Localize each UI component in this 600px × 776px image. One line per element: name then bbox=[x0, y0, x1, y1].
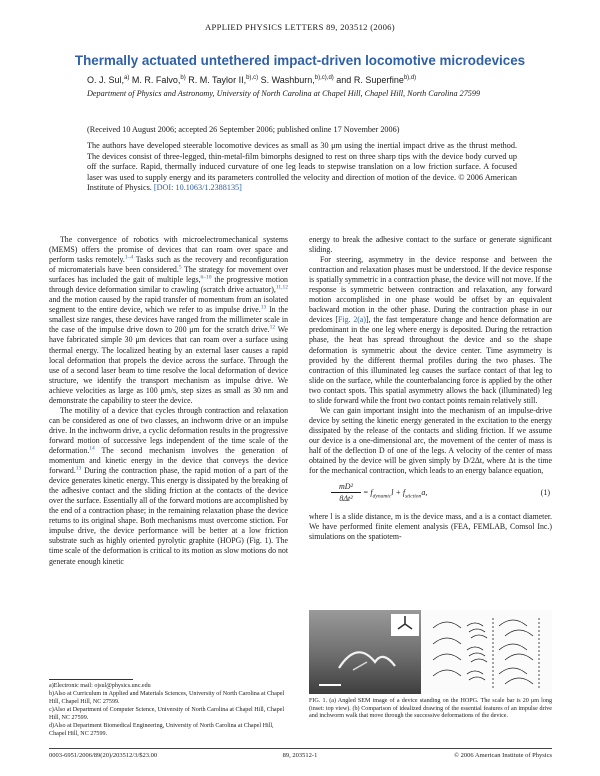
figure-reference[interactable]: Fig. 2(a) bbox=[338, 315, 367, 325]
text-run: the progressive motion through device deformation similar to crawling (scratch drive actuator), bbox=[49, 275, 288, 295]
inset-top-view bbox=[391, 614, 419, 636]
author-washburn: S. Washburn, bbox=[258, 75, 315, 85]
body-right-column bbox=[309, 235, 552, 542]
author-list bbox=[87, 75, 416, 85]
footnote-b: b)Also at Curriculum in Applied and Materials Sciences, University of North Carolina at Chapel Hill, Chapel Hill, NC 27599. bbox=[49, 691, 285, 705]
figure-1-graphic bbox=[309, 610, 552, 694]
footer-copyright: © 2006 American Institute of Physics bbox=[454, 752, 552, 759]
text-run: In the smallest size ranges, these devices have ranged from the millimeter scale in the case of the impulse drive down to 200 μm for the scratch drive. bbox=[49, 305, 288, 335]
footer-issn: 0003-6951/2006/89(20)/203512/3/$23.00 bbox=[49, 752, 158, 759]
text-run: We have fabricated simple 30 μm devices that can roam over a surface using thermal energy. The localized heating by an external laser causes a rapid local deformation that propels the device across the surface. Through the use of a second laser beam to time resolve the local deformation of device structure, we identify the transport mechanism as impulse drive. We achieve velocities as large as 100 μm/s, step sizes as small as 30 nm and demonstrate the capability to steer the device. bbox=[49, 325, 288, 405]
body-paragraph-1 bbox=[49, 235, 288, 406]
body-paragraph-3 bbox=[309, 255, 552, 406]
author-sul-note: a) bbox=[124, 75, 130, 81]
footnotes bbox=[49, 683, 288, 739]
eq-part: = f bbox=[363, 488, 373, 498]
footnote-c: c)Also at Department of Computer Science, University of North Carolina at Chapel Hill, Chapel Hill, NC 27599. bbox=[49, 707, 285, 721]
affiliation: Department of Physics and Astronomy, University of North Carolina at Chapel Hill, Chapel Hill, North Carolina 27599 bbox=[87, 89, 481, 98]
reference-citation[interactable]: 14 bbox=[89, 445, 95, 452]
journal-header: APPLIED PHYSICS LETTERS 89, 203512 (2006) bbox=[205, 22, 395, 32]
reference-citation[interactable]: 11,12 bbox=[275, 284, 288, 291]
reference-citation[interactable]: 6–10 bbox=[200, 274, 212, 281]
equation-number: (1) bbox=[540, 488, 550, 498]
body-paragraph-5: where l is a slide distance, m is the device mass, and a is a contact diameter. We have performed finite element analysis (FEA, FEMLAB, Comsol Inc.) simulations on the spatiotem- bbox=[309, 512, 552, 542]
equation-denominator: 8Δt² bbox=[339, 494, 353, 504]
scale-bar bbox=[319, 684, 341, 686]
text-run: and the motion caused by the rapid transfer of momentum from an isolated segment to the entire device, which we refer to as impulse drive. bbox=[49, 295, 288, 315]
energy-balance-equation bbox=[309, 482, 552, 506]
reference-citation[interactable]: 5 bbox=[178, 264, 182, 271]
text-run: The convergence of robotics with microelectromechanical systems (MEMS) offers the promise of devices that can roam over space and perform tasks remotely. bbox=[49, 235, 288, 265]
author-washburn-note: b),c),d) bbox=[314, 75, 334, 81]
eq-subscript: dynamic bbox=[372, 493, 392, 500]
figure-1-caption: FIG. 1. (a) Angled SEM image of a device standing on the HOPG. The scale bar is 20 μm long (inset: top view). (b) Comparison of idealized drawing of the essential features of an impulse drive and inchworm walk that move through the successive deformations of the device. bbox=[309, 698, 552, 720]
author-falvo: M. R. Falvo, bbox=[129, 75, 181, 85]
author-taylor: R. M. Taylor II, bbox=[185, 75, 247, 85]
eq-part: a, bbox=[421, 488, 428, 498]
footer-divider bbox=[49, 748, 552, 749]
body-paragraph-2 bbox=[49, 406, 288, 567]
equation-fraction bbox=[331, 482, 361, 504]
reference-citation[interactable]: 13 bbox=[260, 304, 267, 311]
footer-page-number: 89, 203512-1 bbox=[282, 752, 318, 759]
doi-anchor[interactable]: [DOI: 10.1063/1.2388135] bbox=[153, 183, 242, 193]
equation-rhs bbox=[363, 488, 427, 502]
body-left-column bbox=[49, 235, 288, 567]
author-falvo-note: b) bbox=[180, 75, 186, 81]
author-sul: O. J. Sul, bbox=[87, 75, 125, 85]
text-run: ], the fast temperature change and hence deformation are predominant in the one leg where energy is deposited. During the retraction phase, the heat has spread throughout the device and so the shape deformation is symmetric about the device center. Time asymmetry is provided by the different thermal profiles during the two phases. The contraction of this illuminated leg causes the surface contact of that leg to slide on the surface, while the counterbalancing force is applied by the other two contact spots. This spatial asymmetry allows the back (illuminated) leg to slide forward while the front two contact points remain relatively still. bbox=[309, 315, 552, 405]
text-run: The second mechanism involves the generation of momentum and kinetic energy in the device that conveys the device forward. bbox=[49, 445, 288, 476]
reference-citation[interactable]: 13 bbox=[75, 465, 82, 472]
footnote-divider bbox=[49, 679, 133, 680]
text-run: The motility of a device that cycles through contraction and relaxation can be considered as one of two classes, an inchworm drive or an impulse drive. In the inchworm drive, a cyclic deformation results in the progressive forward motion of successive legs independent of the time scale of the deformation. bbox=[49, 405, 288, 455]
body-paragraph-4: We can gain important insight into the mechanism of an impulse-drive device by setting the kinetic energy generated in the excitation to the energy dissipated by the release of the contacts and sliding friction. If we assume our device is a one-dimensional arc, the movement of the center of mass is half of the deflection D of one of the legs. A velocity of the center of mass obtained by the device will be given simply by D/2Δt, where Δt is the time for the mechanical contraction, which leads to an energy balance equation, bbox=[309, 405, 552, 476]
footnote-a: a)Electronic mail: ojsul@physics.unc.edu bbox=[49, 683, 151, 689]
footnote-d: d)Also at Department Biomedical Engineering, University of North Carolina at Chapel Hill, Chapel Hill, NC 27599. bbox=[49, 723, 274, 737]
reference-citation[interactable]: 1–4 bbox=[124, 254, 134, 261]
schematic-diagram bbox=[433, 618, 539, 690]
eq-part: l + f bbox=[391, 488, 406, 498]
text-run: For steering, asymmetry in the device response and between the contraction and relaxation phases must be understood. If the device response is spatially symmetric in a contraction phase, the device will not move. If the response is symmetric between contraction and relaxation, any forward motion accomplished in one phase would be offset by an equivalent backward motion in the other phase. During the contraction phase in our devices [ bbox=[309, 255, 552, 325]
figure-1 bbox=[309, 610, 552, 694]
abstract bbox=[87, 141, 517, 194]
author-taylor-note: b),c) bbox=[246, 75, 259, 81]
doi-link[interactable] bbox=[154, 183, 242, 192]
equation-numerator: mD² bbox=[331, 482, 361, 493]
text-run: During the contraction phase, the rapid motion of a part of the device generates kinetic energy. This energy is dissipated by the breaking of the adhesive contact and the sliding friction at the contacts of the device over the surface. Essentially all of the forward motions are accomplished by the end of a contraction phase; in the remaining relaxation phase the device returns to its original shape. Both mechanisms must overcome stiction. For impulse drive, the device performance will be better at a low friction substrate such as highly oriented pyrolytic graphite (HOPG) (Fig. 1). The time scale of the deformation is critical to its motion as slow motions do not generate enough kinetic bbox=[49, 466, 288, 566]
article-title: Thermally actuated untethered impact-driven locomotive microdevices bbox=[74, 53, 526, 68]
text-run: Tasks such as the recovery and reconfiguration of micromaterials have been considered. bbox=[49, 255, 288, 275]
received-dates: (Received 10 August 2006; accepted 26 September 2006; published online 17 November 2006) bbox=[87, 125, 400, 134]
author-superfine-note: b),d) bbox=[403, 75, 417, 81]
eq-subscript: stiction bbox=[405, 493, 422, 500]
body-paragraph-continued: energy to break the adhesive contact to the surface or generate significant sliding. bbox=[309, 235, 552, 255]
text-run: The strategy for movement over surfaces has included the gait of multiple legs, bbox=[49, 265, 288, 285]
abstract-text: The authors have developed steerable locomotive devices as small as 30 μm using the inertial impact drive as the thrust method. The devices consist of three-legged, thin-metal-film bimorphs designed to rest on three sharp tips with the device body curved up off the surface. Rapid, thermally induced curvature of one leg leads to stepwise translation on a low friction surface. A focused laser was used to supply energy and its parameters controlled the velocity and direction of motion of the device. © 2006 American Institute of Physics. bbox=[87, 141, 517, 193]
author-superfine: and R. Superfine bbox=[333, 75, 404, 85]
reference-citation[interactable]: 12 bbox=[269, 324, 276, 331]
